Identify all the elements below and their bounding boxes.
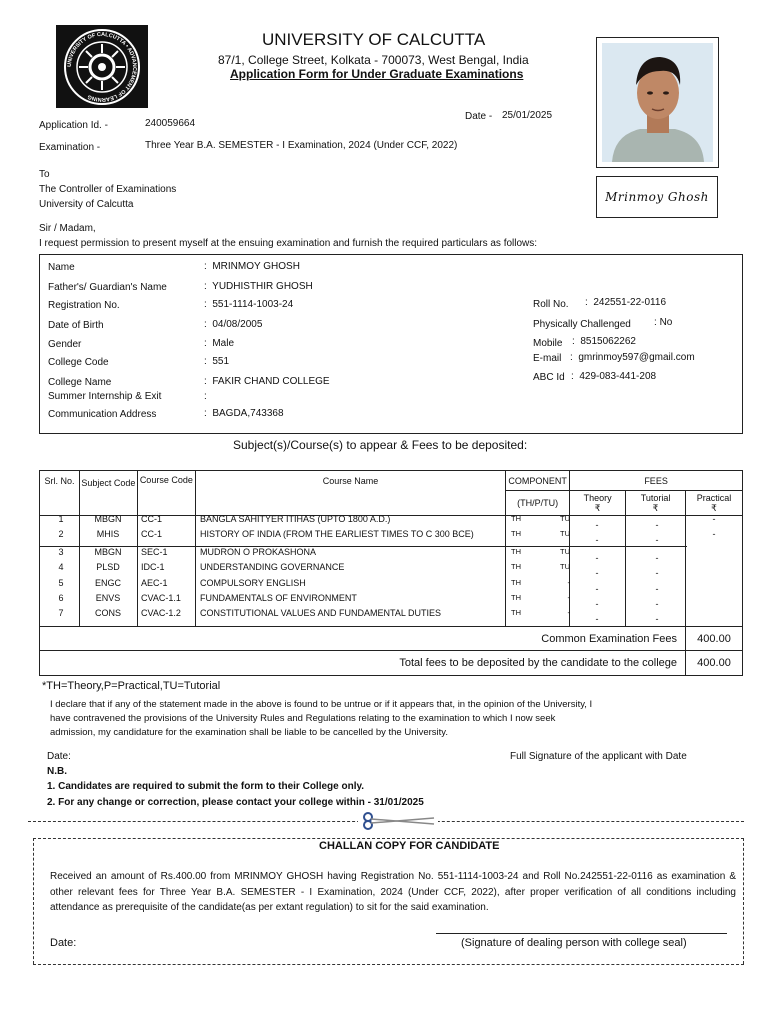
header-component: COMPONENT bbox=[506, 471, 570, 491]
row-practical-fee: - bbox=[712, 529, 716, 539]
dob-value: : 04/08/2005 bbox=[204, 319, 263, 330]
challan-right-border bbox=[743, 838, 744, 964]
row-course-name: CONSTITUTIONAL VALUES AND FUNDAMENTAL DUTIES bbox=[200, 608, 442, 618]
row-component-1: TH bbox=[511, 547, 521, 556]
examination-label: Examination - bbox=[39, 142, 101, 153]
request-text: I request permission to present myself at the ensuing examination and furnish the required particulars as follows: bbox=[39, 238, 538, 249]
particulars-box bbox=[39, 254, 743, 434]
row-srl: 3 bbox=[58, 547, 64, 557]
subjects-heading: Subject(s)/Course(s) to appear & Fees to be deposited: bbox=[233, 438, 528, 452]
abc-id-value: : 429-083-441-208 bbox=[571, 371, 657, 382]
header-tutorial: Tutorial ₹ bbox=[626, 491, 686, 516]
row-theory-fee: - bbox=[595, 584, 599, 594]
total-fees-label: Total fees to be deposited by the candidate to the college bbox=[40, 651, 686, 676]
row-component-1: TH bbox=[511, 529, 521, 538]
row-course-name: HISTORY OF INDIA (FROM THE EARLIEST TIMES TO C 300 BCE) bbox=[200, 529, 474, 539]
row-tutorial-fee: - bbox=[655, 614, 659, 624]
applicant-signature: Mrinmoy Ghosh bbox=[596, 176, 718, 218]
challan-top-border bbox=[33, 838, 744, 839]
header-srl: Srl. No. bbox=[40, 471, 80, 516]
nb-item-2: 2. For any change or correction, please contact your college within - 31/01/2025 bbox=[47, 797, 424, 808]
name-value: : MRINMOY GHOSH bbox=[204, 261, 300, 272]
row-course-name: BANGLA SAHITYER ITIHAS (UPTO 1800 A.D.) bbox=[200, 514, 391, 524]
header-theory: Theory ₹ bbox=[570, 491, 626, 516]
row-tutorial-fee: - bbox=[655, 599, 659, 609]
roll-label: Roll No. bbox=[533, 299, 569, 310]
row-srl: 7 bbox=[58, 608, 64, 618]
header-subject-code: Subject Code bbox=[79, 471, 137, 516]
examination-value: Three Year B.A. SEMESTER - I Examination, 2024 (Under CCF, 2022) bbox=[145, 140, 458, 151]
row-component-1: TH bbox=[511, 514, 521, 523]
row-course-code: CVAC-1.1 bbox=[141, 593, 181, 603]
row-component-2: - bbox=[567, 608, 570, 617]
row-srl: 1 bbox=[58, 514, 64, 524]
nb-title: N.B. bbox=[47, 766, 67, 777]
university-seal-logo bbox=[56, 25, 148, 108]
application-id-value: 240059664 bbox=[145, 118, 196, 129]
row-component-2: - bbox=[567, 593, 570, 602]
row-theory-fee: - bbox=[595, 599, 599, 609]
registration-label: Registration No. bbox=[48, 300, 120, 311]
row-theory-fee: - bbox=[595, 553, 599, 563]
challan-bottom-border bbox=[33, 964, 744, 965]
row-theory-fee: - bbox=[595, 520, 599, 530]
roll-value: : 242551-22-0116 bbox=[585, 297, 666, 308]
declaration-line-3: admission, my candidature for the examination shall be liable to be cancelled by the University. bbox=[50, 727, 448, 738]
declaration-line-1: I declare that if any of the statement made in the above is found to be untrue or if it appears that, in the opinion of the University, I bbox=[50, 699, 593, 710]
gender-label: Gender bbox=[48, 339, 82, 350]
email-value: : gmrinmoy597@gmail.com bbox=[570, 352, 695, 363]
application-id-label: Application Id. - bbox=[39, 120, 108, 131]
internship-value: : bbox=[204, 391, 210, 402]
dealing-signature-label: (Signature of dealing person with college seal) bbox=[461, 937, 687, 949]
salutation: Sir / Madam, bbox=[39, 223, 96, 234]
challan-title: CHALLAN COPY FOR CANDIDATE bbox=[319, 840, 500, 852]
abc-id-label: ABC Id bbox=[533, 372, 565, 383]
svg-text:UNIVERSITY OF CALCUTTA • ADVAN: UNIVERSITY OF CALCUTTA • ADVANCEMENT OF LEARNING bbox=[66, 31, 138, 102]
row-srl: 5 bbox=[58, 578, 64, 588]
row-course-name: COMPULSORY ENGLISH bbox=[200, 578, 306, 588]
father-value: : YUDHISTHIR GHOSH bbox=[204, 281, 313, 292]
registration-value: : 551-1114-1003-24 bbox=[204, 299, 294, 310]
row-subject-code: ENVS bbox=[95, 593, 121, 603]
comm-address-value: : BAGDA,743368 bbox=[204, 408, 284, 419]
row-subject-code: MHIS bbox=[96, 529, 120, 539]
row-tutorial-fee: - bbox=[655, 568, 659, 578]
dealing-signature-line bbox=[436, 933, 727, 934]
row-component-1: TH bbox=[511, 593, 521, 602]
row-course-name: MUDRON O PROKASHONA bbox=[200, 547, 317, 557]
row-srl: 2 bbox=[58, 529, 64, 539]
row-component-2: TU bbox=[560, 529, 570, 538]
phys-challenged-value: : No bbox=[654, 317, 673, 328]
common-fees-label: Common Examination Fees bbox=[40, 627, 686, 651]
row-theory-fee: - bbox=[595, 614, 599, 624]
to-label: To bbox=[39, 169, 50, 180]
row-component-1: TH bbox=[511, 562, 521, 571]
college-code-value: : 551 bbox=[204, 356, 230, 367]
date-value: 25/01/2025 bbox=[502, 110, 553, 121]
mobile-value: : 8515062262 bbox=[572, 336, 636, 347]
row-subject-code: MBGN bbox=[94, 547, 122, 557]
controller-line: The Controller of Examinations bbox=[39, 184, 177, 195]
row-component-1: TH bbox=[511, 578, 521, 587]
row-srl: 4 bbox=[58, 562, 64, 572]
header-course-code: Course Code bbox=[137, 471, 195, 516]
row-course-name: FUNDAMENTALS OF ENVIRONMENT bbox=[200, 593, 357, 603]
date-label: Date - bbox=[465, 111, 493, 122]
internship-label: Summer Internship & Exit bbox=[48, 391, 162, 402]
date-field-label: Date: bbox=[47, 751, 71, 762]
row-subject-code: ENGC bbox=[94, 578, 121, 588]
challan-date-label: Date: bbox=[50, 937, 77, 949]
row-srl: 6 bbox=[58, 593, 64, 603]
row-component-2: TU bbox=[560, 514, 570, 523]
header-practical: Practical ₹ bbox=[686, 491, 743, 516]
row-course-code: CC-1 bbox=[141, 514, 163, 524]
common-fees-value: 400.00 bbox=[686, 627, 743, 651]
legend: *TH=Theory,P=Practical,TU=Tutorial bbox=[42, 680, 221, 692]
nb-item-1: 1. Candidates are required to submit the form to their College only. bbox=[47, 781, 365, 792]
row-component-2: - bbox=[567, 578, 570, 587]
row-component-2: TU bbox=[560, 547, 570, 556]
applicant-photo bbox=[596, 37, 719, 168]
row-subject-code: PLSD bbox=[96, 562, 120, 572]
row-tutorial-fee: - bbox=[655, 520, 659, 530]
row-tutorial-fee: - bbox=[655, 553, 659, 563]
row-course-code: IDC-1 bbox=[141, 562, 165, 572]
mobile-label: Mobile bbox=[533, 338, 563, 349]
row-course-name: UNDERSTANDING GOVERNANCE bbox=[200, 562, 345, 572]
form-title: Application Form for Under Graduate Examinations bbox=[230, 67, 524, 81]
row-course-code: CVAC-1.2 bbox=[141, 608, 181, 618]
university-title: UNIVERSITY OF CALCUTTA bbox=[262, 30, 486, 49]
challan-text: Received an amount of Rs.400.00 from MRINMOY GHOSH having Registration No. 551-1114-1003-24 and Roll No.242551-22-0116 as examination & other relevant fees for Three Year B.A. SEMESTER - I Examination, 2024 (Under CCF, 2022), after proper verification of all conditions including attendance as prerequisite of the candidate(as per extant regulation) to sit for the said examination. bbox=[50, 871, 736, 913]
university-address: 87/1, College Street, Kolkata - 700073, West Bengal, India bbox=[218, 53, 529, 67]
comm-address-label: Communication Address bbox=[48, 409, 157, 420]
university-line: University of Calcutta bbox=[39, 199, 134, 210]
row-course-code: SEC-1 bbox=[141, 547, 168, 557]
row-practical-fee: - bbox=[712, 514, 716, 524]
row-theory-fee: - bbox=[595, 568, 599, 578]
college-name-label: College Name bbox=[48, 377, 112, 388]
total-fees-value: 400.00 bbox=[686, 651, 743, 676]
row-subject-code: CONS bbox=[94, 608, 121, 618]
phys-challenged-label: Physically Challenged bbox=[533, 319, 631, 330]
row-course-code: CC-1 bbox=[141, 529, 163, 539]
full-signature-label: Full Signature of the applicant with Date bbox=[510, 751, 687, 762]
header-fees: FEES bbox=[570, 471, 743, 491]
name-label: Name bbox=[48, 262, 75, 273]
row-course-code: AEC-1 bbox=[141, 578, 168, 588]
challan-left-border bbox=[33, 838, 34, 964]
row-component-2: TU bbox=[560, 562, 570, 571]
declaration-line-2: have contravened the provisions of the University Rules and Regulations relating to the examination to which I now seek bbox=[50, 713, 556, 724]
row-component-1: TH bbox=[511, 608, 521, 617]
college-code-label: College Code bbox=[48, 357, 109, 368]
dob-label: Date of Birth bbox=[48, 320, 104, 331]
header-course-name: Course Name bbox=[195, 471, 505, 516]
father-label: Father's/ Guardian's Name bbox=[48, 282, 167, 293]
scissors-icon bbox=[358, 812, 438, 830]
gender-value: : Male bbox=[204, 338, 235, 349]
row-subject-code: MBGN bbox=[94, 514, 122, 524]
header-thptu: (TH/P/TU) bbox=[506, 491, 570, 516]
row-theory-fee: - bbox=[595, 535, 599, 545]
college-name-value: : FAKIR CHAND COLLEGE bbox=[204, 376, 330, 387]
row-tutorial-fee: - bbox=[655, 584, 659, 594]
row-tutorial-fee: - bbox=[655, 535, 659, 545]
email-label: E-mail bbox=[533, 353, 562, 364]
